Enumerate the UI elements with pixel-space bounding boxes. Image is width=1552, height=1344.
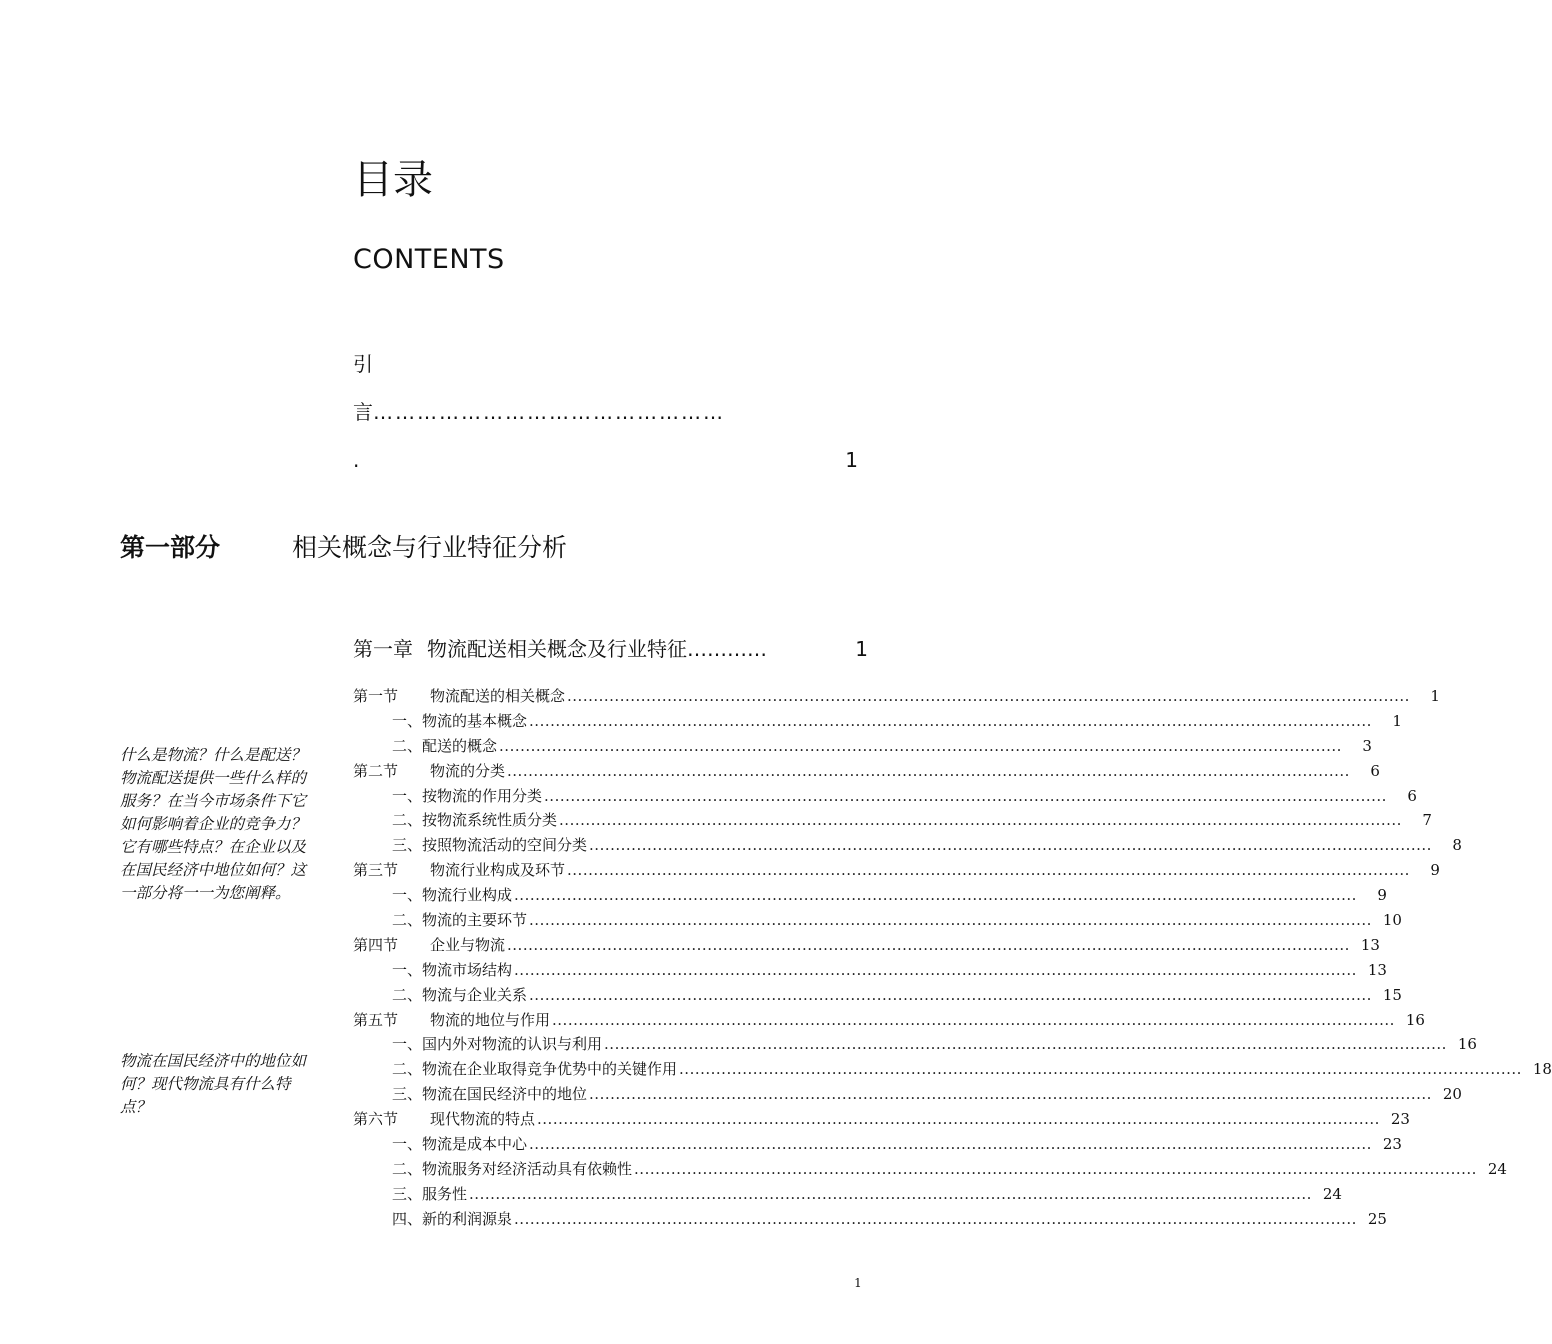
toc-section-row[interactable]	[353, 1008, 1425, 1033]
toc-subsection-row[interactable]	[353, 983, 1402, 1008]
toc-leader-dots: ................................................................................................................................................................	[567, 861, 1410, 880]
intro-trailing-dot: .	[353, 448, 360, 472]
toc-title: 配送的概念	[422, 736, 498, 755]
toc-number: 第三节	[353, 861, 399, 880]
toc-title: 物流的分类	[430, 761, 506, 780]
toc-leader-dots: ................................................................................................................................................................	[604, 1035, 1447, 1054]
toc-number: 三、	[392, 836, 423, 855]
toc-leader-dots: ................................................................................................................................................................	[529, 985, 1372, 1004]
intro-label-part1: 引	[353, 352, 373, 376]
toc-subsection-row[interactable]	[353, 808, 1432, 833]
toc-subsection-row[interactable]	[353, 883, 1387, 908]
toc-leader-dots: ................................................................................................................................................................	[529, 711, 1372, 730]
toc-page-number: 23	[1390, 1110, 1410, 1129]
toc-page-number: 13	[1360, 935, 1380, 954]
toc-subsection-row[interactable]	[353, 734, 1372, 759]
page-subtitle: CONTENTS	[353, 244, 505, 275]
toc-number: 二、	[392, 911, 423, 930]
toc-title: 物流服务对经济活动具有依赖性	[422, 1159, 633, 1178]
part-number: 第一部分	[120, 533, 221, 562]
toc-page-number: 1	[1430, 687, 1440, 705]
chapter-leader-dots: …………	[687, 637, 767, 661]
toc-leader-dots: ................................................................................................................................................................	[529, 911, 1372, 930]
sidebar-note-economy: 物流在国民经济中的地位如何？现代物流具有什么特点？	[120, 1052, 307, 1116]
intro-entry[interactable]	[353, 396, 853, 425]
toc-leader-dots: ................................................................................................................................................................	[537, 1110, 1380, 1129]
intro-leader-dots: …………………………………………	[373, 400, 725, 424]
toc-subsection-row[interactable]	[353, 833, 1462, 858]
toc-leader-dots: ................................................................................................................................................................	[559, 811, 1402, 830]
toc-section-row[interactable]	[353, 933, 1380, 958]
toc-title: 物流行业构成及环节	[430, 861, 566, 880]
toc-title: 按物流的作用分类	[422, 786, 543, 805]
toc-title: 物流的地位与作用	[430, 1010, 551, 1029]
toc-title: 新的利润源泉	[422, 1209, 513, 1228]
toc-section-row[interactable]	[353, 858, 1440, 883]
toc-title: 企业与物流	[430, 935, 506, 954]
toc-leader-dots: ................................................................................................................................................................	[514, 886, 1357, 905]
toc-title: 物流的基本概念	[422, 711, 528, 730]
toc-number: 第五节	[353, 1010, 399, 1029]
toc-page-number: 24	[1487, 1159, 1507, 1178]
toc-number: 一、	[392, 960, 423, 979]
toc-page-number: 1	[1392, 711, 1402, 730]
toc-number: 一、	[392, 1035, 423, 1054]
toc-page-number: 9	[1430, 861, 1440, 880]
toc-title: 物流配送的相关概念	[430, 687, 566, 705]
toc-number: 第二节	[353, 761, 399, 780]
toc-number: 一、	[392, 711, 423, 730]
toc-leader-dots: ................................................................................................................................................................	[499, 736, 1342, 755]
toc-page-number: 3	[1362, 736, 1372, 755]
toc-leader-dots: ................................................................................................................................................................	[514, 960, 1357, 979]
chapter-page-number: 1	[855, 637, 868, 661]
toc-number: 一、	[392, 886, 423, 905]
intro-page-number: 1	[845, 448, 858, 472]
toc-subsection-row[interactable]	[353, 784, 1417, 809]
toc-number: 三、	[392, 1085, 423, 1104]
toc-leader-dots: ................................................................................................................................................................	[507, 761, 1350, 780]
intro-label-part2: 言	[353, 400, 373, 424]
chapter-title: 物流配送相关概念及行业特征	[427, 637, 687, 661]
toc-number: 第六节	[353, 1110, 399, 1129]
toc-number: 二、	[392, 736, 423, 755]
toc-page-number: 16	[1405, 1010, 1425, 1029]
toc-leader-dots: ................................................................................................................................................................	[529, 1135, 1372, 1154]
toc-section-row[interactable]	[353, 684, 1440, 709]
toc-page-number: 6	[1407, 786, 1417, 805]
part-heading	[120, 528, 567, 564]
toc-leader-dots: ................................................................................................................................................................	[589, 836, 1432, 855]
toc-leader-dots: ................................................................................................................................................................	[514, 1209, 1357, 1228]
toc-title: 按照物流活动的空间分类	[422, 836, 588, 855]
toc-title: 服务性	[422, 1184, 468, 1203]
toc-title: 物流市场结构	[422, 960, 513, 979]
toc-title: 现代物流的特点	[430, 1110, 536, 1129]
toc-subsection-row[interactable]	[353, 1057, 1552, 1082]
toc-title: 按物流系统性质分类	[422, 811, 558, 830]
toc-page-number: 24	[1322, 1184, 1342, 1203]
toc-subsection-row[interactable]	[353, 908, 1402, 933]
toc-leader-dots: ................................................................................................................................................................	[469, 1184, 1312, 1203]
toc-page-number: 13	[1367, 960, 1387, 979]
toc-title: 物流在国民经济中的地位	[422, 1085, 588, 1104]
chapter-entry[interactable]	[353, 633, 868, 662]
toc-leader-dots: ................................................................................................................................................................	[634, 1159, 1477, 1178]
chapter-number: 第一章	[353, 637, 413, 661]
toc-page-number: 16	[1457, 1035, 1477, 1054]
toc-page-number: 18	[1532, 1060, 1552, 1079]
sidebar-note-intro: 什么是物流？什么是配送？物流配送提供一些什么样的服务？在当今市场条件下它如何影响着企业的竞争力？它有哪些特点？在企业以及在国民经济中地位如何？这一部分将一一为您阐释。	[120, 746, 307, 902]
toc-subsection-row[interactable]	[353, 958, 1387, 983]
toc-number: 第一节	[353, 687, 399, 705]
toc-page-number: 6	[1370, 761, 1380, 780]
toc-subsection-row[interactable]	[353, 1157, 1507, 1182]
toc-leader-dots: ................................................................................................................................................................	[589, 1085, 1432, 1104]
part-title: 相关概念与行业特征分析	[292, 533, 568, 562]
toc-page-number: 7	[1422, 811, 1432, 830]
toc-title: 物流与企业关系	[422, 985, 528, 1004]
footer-page-number: 1	[854, 1276, 862, 1290]
toc-number: 一、	[392, 1135, 423, 1154]
toc-title: 物流在企业取得竞争优势中的关键作用	[422, 1060, 678, 1079]
toc-number: 四、	[392, 1209, 423, 1228]
toc-page-number: 8	[1452, 836, 1462, 855]
toc-page-number: 9	[1377, 886, 1387, 905]
toc-number: 二、	[392, 811, 423, 830]
toc-title: 物流是成本中心	[422, 1135, 528, 1154]
toc-subsection-row[interactable]	[353, 709, 1402, 734]
toc-subsection-row[interactable]	[353, 1082, 1462, 1107]
toc-leader-dots: ................................................................................................................................................................	[552, 1010, 1395, 1029]
toc-page-number: 25	[1367, 1209, 1387, 1228]
toc-subsection-row[interactable]	[353, 1032, 1477, 1057]
toc-page-number: 20	[1442, 1085, 1462, 1104]
page-title: 目录	[353, 157, 433, 203]
toc-leader-dots: ................................................................................................................................................................	[507, 935, 1350, 954]
toc-subsection-row[interactable]	[353, 1132, 1402, 1157]
toc-title: 物流的主要环节	[422, 911, 528, 930]
toc-number: 三、	[392, 1184, 423, 1203]
toc-title: 国内外对物流的认识与利用	[422, 1035, 603, 1054]
toc-page-number: 10	[1382, 911, 1402, 930]
toc-number: 二、	[392, 1159, 423, 1178]
toc-page-number: 23	[1382, 1135, 1402, 1154]
toc-subsection-row[interactable]	[353, 1207, 1387, 1232]
toc-title: 物流行业构成	[422, 886, 513, 905]
toc-number: 二、	[392, 985, 423, 1004]
toc-number: 一、	[392, 786, 423, 805]
toc-section-row[interactable]	[353, 759, 1380, 784]
toc-subsection-row[interactable]	[353, 1182, 1342, 1207]
toc-leader-dots: ................................................................................................................................................................	[679, 1060, 1522, 1079]
toc-number: 二、	[392, 1060, 423, 1079]
toc-leader-dots: ................................................................................................................................................................	[544, 786, 1387, 805]
toc-page-number: 15	[1382, 985, 1402, 1004]
toc-section-row[interactable]	[353, 1107, 1410, 1132]
toc-number: 第四节	[353, 935, 399, 954]
toc-list	[353, 684, 1552, 1232]
toc-leader-dots: ................................................................................................................................................................	[567, 687, 1410, 705]
